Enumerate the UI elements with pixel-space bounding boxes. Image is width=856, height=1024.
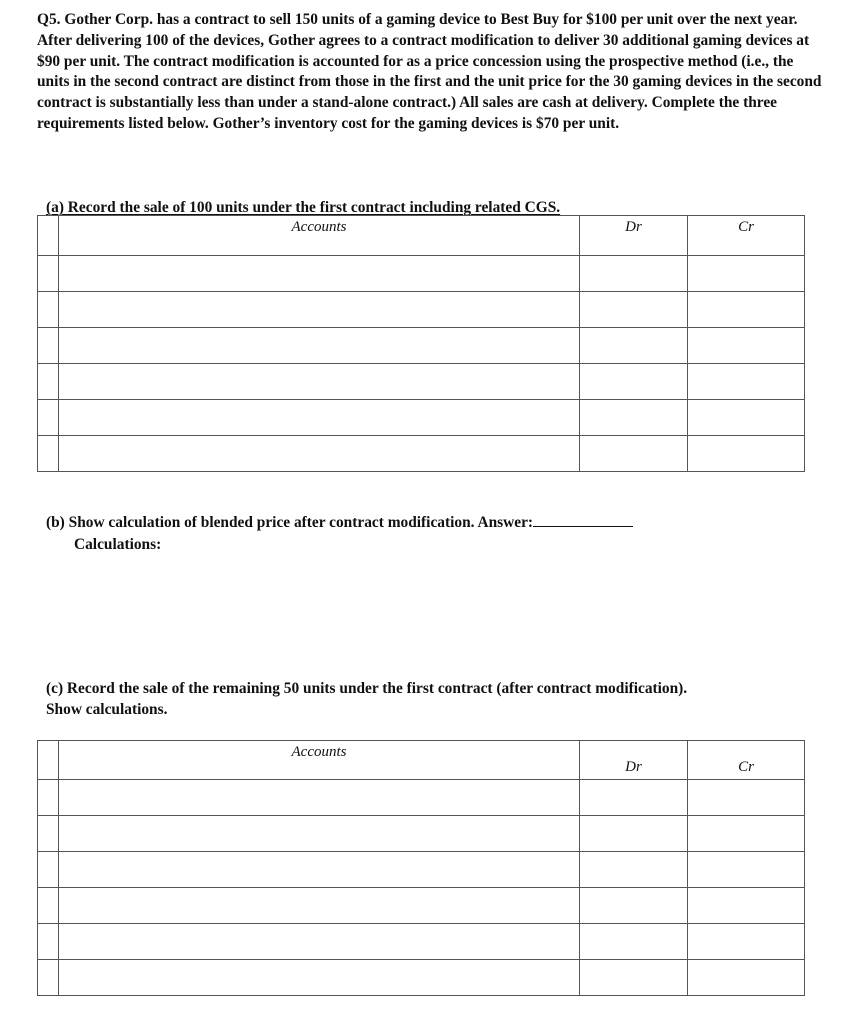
calculations-label: Calculations: [74, 536, 162, 553]
dr-cell[interactable] [580, 364, 688, 400]
account-cell[interactable] [59, 328, 580, 364]
account-cell[interactable] [59, 364, 580, 400]
cr-cell[interactable] [688, 960, 805, 996]
answer-blank[interactable] [533, 514, 633, 527]
dr-cell[interactable] [580, 780, 688, 816]
row-number-cell [38, 328, 59, 364]
dr-header: Dr [580, 741, 688, 780]
account-cell[interactable] [59, 960, 580, 996]
cr-cell[interactable] [688, 364, 805, 400]
cr-cell[interactable] [688, 436, 805, 472]
cr-cell[interactable] [688, 924, 805, 960]
cr-cell[interactable] [688, 292, 805, 328]
table-row [38, 328, 805, 364]
table-row [38, 852, 805, 888]
accounts-header: Accounts [59, 216, 580, 256]
table-row [38, 436, 805, 472]
part-b-title-text: (b) Show calculation of blended price after contract modification. Answer: [46, 514, 534, 531]
dr-cell[interactable] [580, 436, 688, 472]
row-number-cell [38, 924, 59, 960]
cr-cell[interactable] [688, 780, 805, 816]
dr-cell[interactable] [580, 292, 688, 328]
dr-cell[interactable] [580, 400, 688, 436]
table-row [38, 816, 805, 852]
row-number-cell [38, 960, 59, 996]
cr-header: Cr [688, 741, 805, 780]
cr-cell[interactable] [688, 852, 805, 888]
account-cell[interactable] [59, 436, 580, 472]
account-cell[interactable] [59, 400, 580, 436]
account-cell[interactable] [59, 852, 580, 888]
table-row [38, 292, 805, 328]
table-row [38, 780, 805, 816]
account-cell[interactable] [59, 888, 580, 924]
row-number-cell [38, 400, 59, 436]
row-number-cell [38, 888, 59, 924]
account-cell[interactable] [59, 780, 580, 816]
row-number-header [38, 216, 59, 256]
dr-header: Dr [580, 216, 688, 256]
journal-table-a [37, 215, 805, 472]
account-cell[interactable] [59, 292, 580, 328]
row-number-cell [38, 852, 59, 888]
dr-cell[interactable] [580, 924, 688, 960]
table-header-row [38, 216, 805, 256]
row-number-cell [38, 256, 59, 292]
row-number-cell [38, 780, 59, 816]
part-a-title: (a) Record the sale of 100 units under the first contract including related CGS. [46, 199, 561, 216]
table-header-row [38, 741, 805, 780]
cr-header: Cr [688, 216, 805, 256]
dr-cell[interactable] [580, 888, 688, 924]
row-number-header [38, 741, 59, 780]
table-row [38, 888, 805, 924]
row-number-cell [38, 816, 59, 852]
dr-cell[interactable] [580, 328, 688, 364]
row-number-cell [38, 364, 59, 400]
table-row [38, 924, 805, 960]
cr-cell[interactable] [688, 888, 805, 924]
dr-cell[interactable] [580, 256, 688, 292]
account-cell[interactable] [59, 924, 580, 960]
cr-cell[interactable] [688, 400, 805, 436]
row-number-cell [38, 436, 59, 472]
table-row [38, 256, 805, 292]
part-b-title [46, 512, 633, 533]
cr-cell[interactable] [688, 816, 805, 852]
accounts-header: Accounts [59, 741, 580, 780]
table-row [38, 364, 805, 400]
part-c-title: (c) Record the sale of the remaining 50 units under the first contract (after contract modification). Show calculations. [46, 680, 688, 718]
dr-cell[interactable] [580, 852, 688, 888]
row-number-cell [38, 292, 59, 328]
table-row [38, 960, 805, 996]
journal-table-c [37, 740, 805, 996]
table-row [38, 400, 805, 436]
account-cell[interactable] [59, 816, 580, 852]
dr-cell[interactable] [580, 960, 688, 996]
cr-cell[interactable] [688, 328, 805, 364]
question-text: Q5. Gother Corp. has a contract to sell 150 units of a gaming device to Best Buy for $100 per unit over the next year. After delivering 100 of the devices, Gother agrees to a contract modification to deliver 30 additional gaming devices at $90 per unit. The contract modification is accounted for as a price concession using the prospective method (i.e., the units in the second contract are distinct from those in the first and the unit price for the 30 gaming devices in the second contract is substantially less than under a stand-alone contract.) All sales are cash at delivery. Complete the three requirements listed below. Gother’s inventory cost for the gaming devices is $70 per unit. [37, 11, 822, 132]
account-cell[interactable] [59, 256, 580, 292]
cr-cell[interactable] [688, 256, 805, 292]
dr-cell[interactable] [580, 816, 688, 852]
